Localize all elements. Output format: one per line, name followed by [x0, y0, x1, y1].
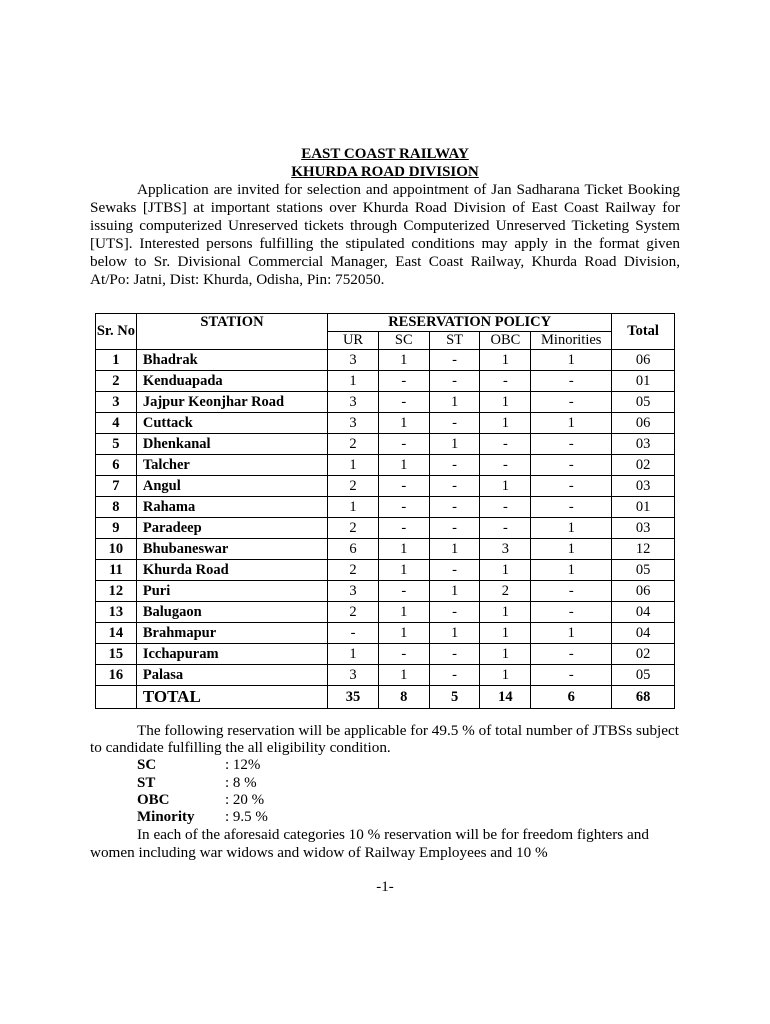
division-title: KHURDA ROAD DIVISION [291, 164, 479, 180]
row-obc: 1 [480, 392, 531, 413]
table-row [96, 644, 675, 665]
table-row [96, 497, 675, 518]
row-minorities: 1 [531, 413, 612, 434]
header-obc: OBC [480, 332, 531, 350]
row-obc: - [480, 455, 531, 476]
table-row [96, 371, 675, 392]
row-station: Palasa [136, 665, 327, 686]
row-station: Rahama [136, 497, 327, 518]
table-row [96, 539, 675, 560]
row-station: Bhubaneswar [136, 539, 327, 560]
total-sc: 8 [378, 686, 429, 709]
row-sr-no: 16 [96, 665, 137, 686]
row-minorities: - [531, 371, 612, 392]
row-ur: 2 [328, 518, 379, 539]
row-total: 06 [612, 350, 675, 371]
row-obc: 2 [480, 581, 531, 602]
row-obc: 1 [480, 560, 531, 581]
row-sr-no: 9 [96, 518, 137, 539]
row-minorities: 1 [531, 539, 612, 560]
row-sr-no: 3 [96, 392, 137, 413]
row-sr-no: 10 [96, 539, 137, 560]
row-sc: - [378, 476, 429, 497]
row-st: - [429, 455, 480, 476]
row-total: 04 [612, 623, 675, 644]
row-minorities: - [531, 476, 612, 497]
row-st: - [429, 350, 480, 371]
row-obc: 1 [480, 665, 531, 686]
row-sr-no: 15 [96, 644, 137, 665]
row-total: 05 [612, 665, 675, 686]
row-sc: - [378, 518, 429, 539]
row-obc: 1 [480, 644, 531, 665]
row-total: 06 [612, 581, 675, 602]
row-ur: 2 [328, 560, 379, 581]
row-ur: 3 [328, 392, 379, 413]
row-station: Angul [136, 476, 327, 497]
row-sc: - [378, 392, 429, 413]
row-sc: - [378, 434, 429, 455]
row-station: Cuttack [136, 413, 327, 434]
reservation-note [90, 722, 690, 756]
row-st: - [429, 476, 480, 497]
header-sc: SC [378, 332, 429, 350]
org-title: EAST COAST RAILWAY [301, 146, 469, 162]
intro-paragraph: Application are invited for selection and appointment of Jan Sadharana Ticket Booking Sewaks [JTBS] at important stations over Khurda Road Division of East Coast Railway for issuing computerized Unreserved tickets through Computerized Unreserved Ticketing System [UTS]. Interested persons fulfilling the stipulated conditions may apply in the format given below to Sr. Divisional Commercial Manager, East Coast Railway, Khurda Road Division, At/Po: Jatni, Dist: Khurda, Odisha, Pin: 752050. [90, 181, 680, 288]
row-total: 02 [612, 644, 675, 665]
row-ur: 1 [328, 455, 379, 476]
row-total: 02 [612, 455, 675, 476]
row-sc: 1 [378, 413, 429, 434]
row-sc: - [378, 644, 429, 665]
total-total: 68 [612, 686, 675, 709]
row-sc: 1 [378, 623, 429, 644]
row-station: Kenduapada [136, 371, 327, 392]
row-obc: - [480, 518, 531, 539]
row-station: Balugaon [136, 602, 327, 623]
row-sr-no: 7 [96, 476, 137, 497]
reservation-note-text: The following reservation will be applicable for 49.5 % of total number of JTBSs subject to candidate fulfilling the all eligibility condition. [90, 722, 679, 756]
row-total: 05 [612, 560, 675, 581]
row-obc: 1 [480, 350, 531, 371]
total-minorities: 6 [531, 686, 612, 709]
row-sr-no: 8 [96, 497, 137, 518]
row-sc: 1 [378, 560, 429, 581]
row-ur: 1 [328, 497, 379, 518]
row-ur: - [328, 623, 379, 644]
row-minorities: - [531, 644, 612, 665]
row-sc: - [378, 581, 429, 602]
row-obc: - [480, 497, 531, 518]
row-total: 03 [612, 434, 675, 455]
row-ur: 2 [328, 602, 379, 623]
header-total: Total [612, 314, 675, 350]
row-station: Icchapuram [136, 644, 327, 665]
row-sr-no: 5 [96, 434, 137, 455]
row-station: Khurda Road [136, 560, 327, 581]
row-sr-no: 2 [96, 371, 137, 392]
header-st: ST [429, 332, 480, 350]
row-total: 01 [612, 371, 675, 392]
row-total: 12 [612, 539, 675, 560]
row-total: 03 [612, 476, 675, 497]
total-ur: 35 [328, 686, 379, 709]
row-st: - [429, 497, 480, 518]
row-station: Brahmapur [136, 623, 327, 644]
quota-sc: SC : 12% [137, 757, 261, 773]
row-minorities: 1 [531, 560, 612, 581]
row-sc: 1 [378, 350, 429, 371]
row-st: - [429, 560, 480, 581]
row-sc: 1 [378, 665, 429, 686]
row-obc: 1 [480, 602, 531, 623]
row-st: - [429, 371, 480, 392]
row-sr-no: 13 [96, 602, 137, 623]
row-ur: 3 [328, 413, 379, 434]
table-row [96, 434, 675, 455]
row-minorities: - [531, 455, 612, 476]
row-sc: 1 [378, 602, 429, 623]
row-ur: 2 [328, 476, 379, 497]
row-total: 06 [612, 413, 675, 434]
row-obc: 1 [480, 476, 531, 497]
table-row [96, 392, 675, 413]
row-sc: 1 [378, 455, 429, 476]
row-minorities: 1 [531, 623, 612, 644]
table-row [96, 455, 675, 476]
header-sr-no: Sr. No [96, 314, 137, 350]
quota-obc: OBC : 20 % [137, 792, 265, 808]
row-minorities: - [531, 392, 612, 413]
row-minorities: 1 [531, 518, 612, 539]
closing-text: In each of the aforesaid categories 10 % reservation will be for freedom fighters and women including war widows and widow of Railway Employees and 10 % [90, 826, 649, 861]
total-label: TOTAL [136, 686, 327, 709]
row-obc: 1 [480, 413, 531, 434]
reservation-table [95, 313, 675, 709]
row-ur: 6 [328, 539, 379, 560]
total-sr-cell [96, 686, 137, 709]
row-st: - [429, 602, 480, 623]
row-minorities: - [531, 602, 612, 623]
row-sr-no: 4 [96, 413, 137, 434]
total-row [96, 686, 675, 709]
row-ur: 1 [328, 371, 379, 392]
row-minorities: - [531, 665, 612, 686]
row-minorities: - [531, 497, 612, 518]
table-row [96, 350, 675, 371]
row-minorities: - [531, 581, 612, 602]
row-st: - [429, 518, 480, 539]
row-st: 1 [429, 581, 480, 602]
total-obc: 14 [480, 686, 531, 709]
header-station: STATION [136, 314, 327, 350]
total-st: 5 [429, 686, 480, 709]
row-st: 1 [429, 623, 480, 644]
header-reservation-policy: RESERVATION POLICY [328, 314, 612, 332]
row-ur: 2 [328, 434, 379, 455]
row-obc: 3 [480, 539, 531, 560]
row-sr-no: 14 [96, 623, 137, 644]
row-sc: - [378, 497, 429, 518]
row-total: 05 [612, 392, 675, 413]
row-ur: 1 [328, 644, 379, 665]
header-minorities: Minorities [531, 332, 612, 350]
quota-st: ST : 8 % [137, 775, 257, 791]
row-minorities: 1 [531, 350, 612, 371]
page-number: -1- [376, 879, 394, 895]
row-sr-no: 1 [96, 350, 137, 371]
row-st: - [429, 413, 480, 434]
table-row [96, 518, 675, 539]
row-sr-no: 11 [96, 560, 137, 581]
table-row [96, 581, 675, 602]
closing-paragraph [90, 826, 690, 862]
row-station: Paradeep [136, 518, 327, 539]
row-sr-no: 12 [96, 581, 137, 602]
row-st: 1 [429, 434, 480, 455]
row-obc: 1 [480, 623, 531, 644]
row-sc: 1 [378, 539, 429, 560]
row-st: 1 [429, 539, 480, 560]
row-total: 01 [612, 497, 675, 518]
row-station: Bhadrak [136, 350, 327, 371]
row-ur: 3 [328, 665, 379, 686]
table-row [96, 665, 675, 686]
table-row [96, 476, 675, 497]
table-row [96, 560, 675, 581]
table-row [96, 623, 675, 644]
row-station: Puri [136, 581, 327, 602]
row-ur: 3 [328, 350, 379, 371]
row-st: 1 [429, 392, 480, 413]
row-total: 03 [612, 518, 675, 539]
row-station: Jajpur Keonjhar Road [136, 392, 327, 413]
table-row [96, 413, 675, 434]
row-station: Talcher [136, 455, 327, 476]
row-obc: - [480, 371, 531, 392]
quota-minority: Minority : 9.5 % [137, 809, 268, 825]
row-st: - [429, 665, 480, 686]
row-sr-no: 6 [96, 455, 137, 476]
row-ur: 3 [328, 581, 379, 602]
table-row [96, 602, 675, 623]
row-station: Dhenkanal [136, 434, 327, 455]
row-sc: - [378, 371, 429, 392]
row-minorities: - [531, 434, 612, 455]
header-ur: UR [328, 332, 379, 350]
row-obc: - [480, 434, 531, 455]
row-total: 04 [612, 602, 675, 623]
row-st: - [429, 644, 480, 665]
